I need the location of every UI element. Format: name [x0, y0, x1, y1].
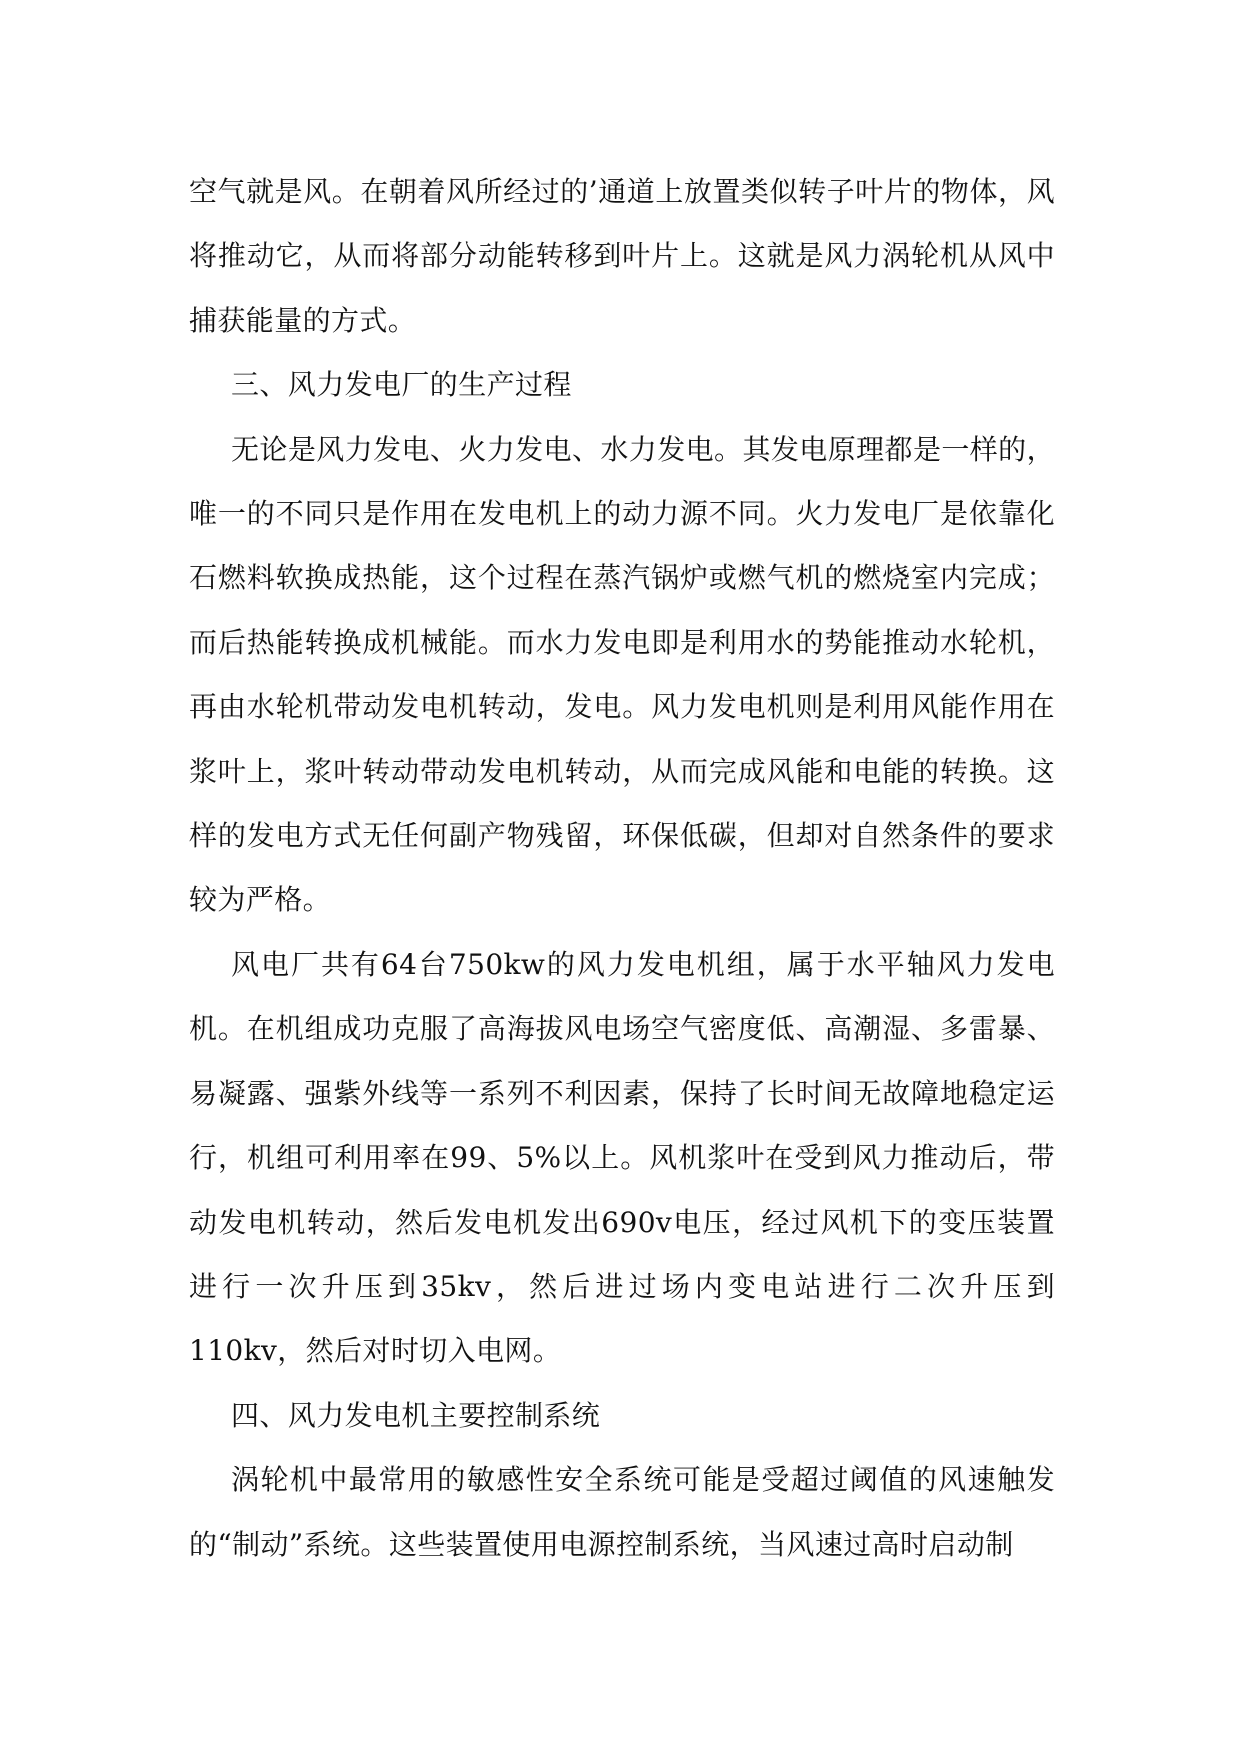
section-heading-3: 三、风力发电厂的生产过程 — [231, 368, 572, 402]
paragraph-braking-system: 涡轮机中最常用的敏感性安全系统可能是受超过阈值的风速触发的“制动”系统。这些装置使用电源控制系统，当风速过高时启动制 — [189, 1463, 1055, 1561]
paragraph-wind-energy-capture: 空气就是风。在朝着风所经过的’通道上放置类似转子叶片的物体，风将推动它，从而将部分动能转移到叶片上。这就是风力涡轮机从风中捕获能量的方式。 — [189, 175, 1055, 337]
paragraph-generation-principle: 无论是风力发电、火力发电、水力发电。其发电原理都是一样的，唯一的不同只是作用在发电机上的动力源不同。火力发电厂是依靠化石燃料软换成热能，这个过程在蒸汽锅炉或燃气机的燃烧室内完成；而后热能转换成机械能。而水力发电即是利用水的势能推动水轮机，再由水轮机带动发电机转动，发电。风力发电机则是利用风能作用在浆叶上，浆叶转动带动发电机转动，从而完成风能和电能的转换。这样的发电方式无任何副产物残留，环保低碳，但却对自然条件的要求较为严格。 — [189, 432, 1055, 917]
section-heading-4: 四、风力发电机主要控制系统 — [231, 1398, 601, 1432]
paragraph-wind-farm-units: 风电厂共有64台750kw的风力发电机组，属于水平轴风力发电机。在机组成功克服了高海拔风电场空气密度低、高潮湿、多雷暴、易凝露、强紫外线等一系列不利因素，保持了长时间无故障地稳定运行，机组可利用率在99、5%以上。风机浆叶在受到风力推动后，带动发电机转动，然后发电机发出690v电压，经过风机下的变压装置进行一次升压到35kv，然后进过场内变电站进行二次升压到110kv，然后对时切入电网。 — [189, 947, 1055, 1368]
document-body — [189, 160, 1055, 1577]
